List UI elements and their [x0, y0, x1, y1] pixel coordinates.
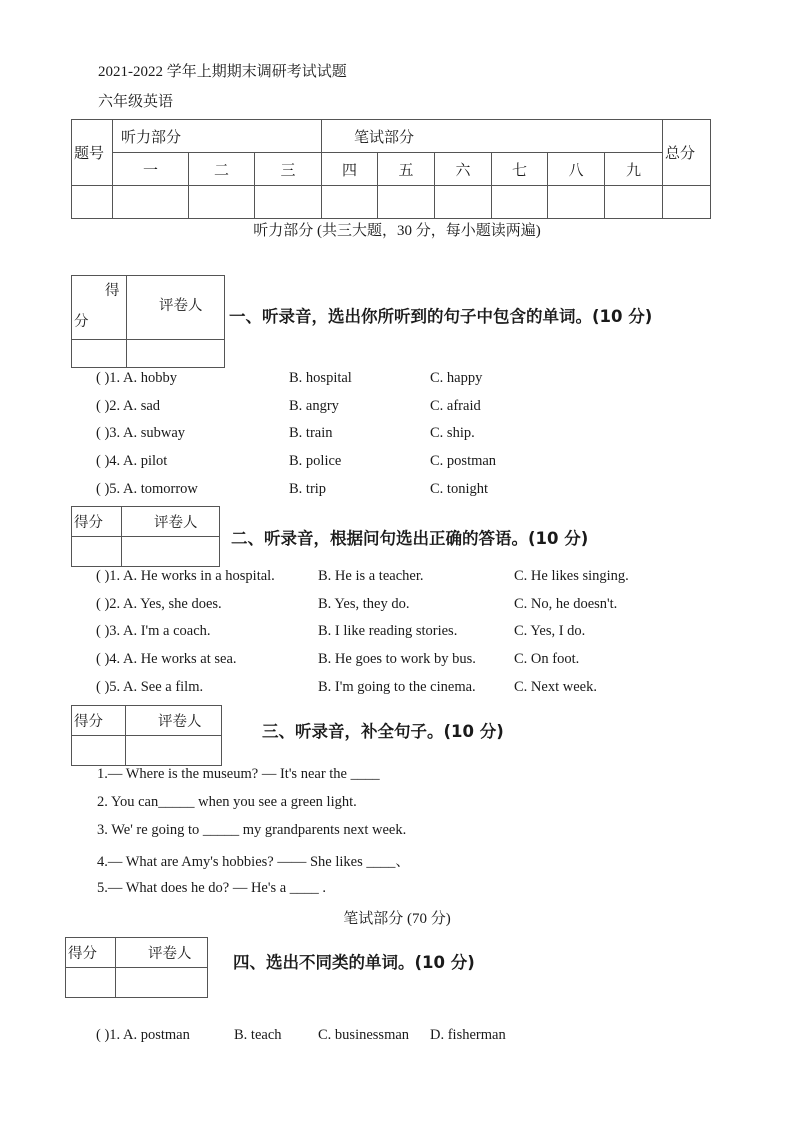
question-option-a[interactable]: ( )2. A. sad — [96, 398, 161, 414]
exam-title: 2021-2022 学年上期期末调研考试试题 — [98, 64, 347, 80]
section-number: 三 — [255, 153, 322, 186]
question-option-a[interactable]: ( )1. A. hobby — [96, 370, 177, 386]
score-cell[interactable] — [189, 186, 255, 219]
score-cell[interactable] — [605, 186, 663, 219]
written-label: 笔试部分 — [322, 120, 663, 153]
grader-box — [71, 705, 222, 766]
section2-heading: 二、听录音，根据问句选出正确的答语。(10 分) — [231, 529, 589, 548]
section4-heading: 四、选出不同类的单词。(10 分) — [233, 953, 475, 972]
question-option-a[interactable]: ( )3. A. I'm a coach. — [96, 623, 211, 639]
written-section-header: 笔试部分 (70 分) — [343, 911, 451, 927]
exam-subtitle: 六年级英语 — [98, 94, 174, 110]
section-number: 九 — [605, 153, 663, 186]
question-option-b[interactable]: B. He is a teacher. — [318, 568, 424, 584]
question-option-d[interactable]: D. fisherman — [430, 1027, 506, 1043]
score-cell[interactable] — [663, 186, 711, 219]
question-option-a[interactable]: ( )1. A. postman — [96, 1027, 190, 1043]
tihao-label: 题号 — [72, 120, 113, 186]
score-cell[interactable] — [322, 186, 378, 219]
grader-box — [71, 506, 220, 567]
score-label-bottom: 分 — [74, 314, 89, 330]
fill-in-sentence[interactable]: 5.— What does he do? — He's a ____ . — [97, 880, 327, 896]
question-option-c[interactable]: C. He likes singing. — [514, 568, 629, 584]
question-option-a[interactable]: ( )1. A. He works in a hospital. — [96, 568, 275, 584]
section-number: 七 — [492, 153, 548, 186]
grader-input-cell[interactable] — [126, 736, 222, 766]
listening-section-header: 听力部分 (共三大题，30 分，每小题读两遍) — [253, 223, 541, 239]
listening-label: 听力部分 — [113, 120, 322, 153]
section-number: 八 — [548, 153, 605, 186]
question-option-b[interactable]: B. Yes, they do. — [318, 596, 410, 612]
grader-input-cell[interactable] — [127, 340, 225, 368]
score-cell[interactable] — [72, 186, 113, 219]
fill-in-sentence[interactable]: 2. You can_____ when you see a green light. — [97, 794, 357, 810]
question-option-c[interactable]: C. ship. — [430, 425, 475, 441]
section-number: 六 — [435, 153, 492, 186]
question-option-a[interactable]: ( )5. A. tomorrow — [96, 481, 198, 497]
question-option-b[interactable]: B. trip — [289, 481, 327, 497]
question-option-b[interactable]: B. angry — [289, 398, 339, 414]
fill-in-sentence[interactable]: 1.— Where is the museum? — It's near the ____ — [97, 766, 380, 782]
question-option-c[interactable]: C. Next week. — [514, 679, 597, 695]
score-label: 得分 — [66, 938, 116, 968]
question-option-c[interactable]: C. On foot. — [514, 651, 580, 667]
score-cell[interactable] — [113, 186, 189, 219]
question-option-b[interactable]: B. train — [289, 425, 333, 441]
score-input-cell[interactable] — [66, 968, 116, 998]
score-cell[interactable] — [548, 186, 605, 219]
grader-input-cell[interactable] — [116, 968, 208, 998]
section-number: 四 — [322, 153, 378, 186]
question-option-a[interactable]: ( )4. A. He works at sea. — [96, 651, 237, 667]
question-option-a[interactable]: ( )3. A. subway — [96, 425, 186, 441]
score-cell[interactable] — [435, 186, 492, 219]
score-table — [71, 119, 711, 219]
question-option-b[interactable]: B. hospital — [289, 370, 352, 386]
question-option-a[interactable]: ( )2. A. Yes, she does. — [96, 596, 222, 612]
question-option-c[interactable]: C. Yes, I do. — [514, 623, 586, 639]
grader-label: 评卷人 — [126, 706, 222, 736]
grader-label: 评卷人 — [122, 507, 220, 537]
question-option-c[interactable]: C. tonight — [430, 481, 489, 497]
score-label-top: 得 — [105, 283, 120, 299]
question-option-b[interactable]: B. teach — [234, 1027, 282, 1043]
question-option-b[interactable]: B. I like reading stories. — [318, 623, 458, 639]
question-option-b[interactable]: B. He goes to work by bus. — [318, 651, 476, 667]
grader-box — [71, 275, 225, 368]
question-option-c[interactable]: C. businessman — [318, 1027, 410, 1043]
question-option-b[interactable]: B. police — [289, 453, 342, 469]
section-number: 一 — [113, 153, 189, 186]
question-option-c[interactable]: C. afraid — [430, 398, 481, 414]
question-option-c[interactable]: C. happy — [430, 370, 483, 386]
question-option-b[interactable]: B. I'm going to the cinema. — [318, 679, 476, 695]
question-option-c[interactable]: C. No, he doesn't. — [514, 596, 618, 612]
score-input-cell[interactable] — [72, 537, 122, 567]
score-cell[interactable] — [255, 186, 322, 219]
score-label: 得分 — [72, 706, 126, 736]
grader-input-cell[interactable] — [122, 537, 220, 567]
section3-heading: 三、听录音，补全句子。(10 分) — [262, 722, 504, 741]
score-label: 得分 — [72, 507, 122, 537]
score-input-cell[interactable] — [72, 736, 126, 766]
fill-in-sentence[interactable]: 4.— What are Amy's hobbies? —— She likes ____、 — [97, 854, 410, 870]
section-number: 二 — [189, 153, 255, 186]
question-option-a[interactable]: ( )5. A. See a film. — [96, 679, 204, 695]
section1-heading: 一、听录音，选出你所听到的句子中包含的单词。(10 分) — [229, 307, 653, 326]
question-option-c[interactable]: C. postman — [430, 453, 497, 469]
grader-label: 评卷人 — [127, 276, 225, 340]
section-number: 五 — [378, 153, 435, 186]
grader-label: 评卷人 — [116, 938, 208, 968]
question-option-a[interactable]: ( )4. A. pilot — [96, 453, 168, 469]
score-cell[interactable] — [492, 186, 548, 219]
score-cell[interactable] — [378, 186, 435, 219]
grader-box — [65, 937, 208, 998]
fill-in-sentence[interactable]: 3. We' re going to _____ my grandparents next week. — [97, 822, 407, 838]
total-label: 总分 — [663, 120, 711, 186]
score-input-cell[interactable] — [72, 340, 127, 368]
score-label-cell — [72, 276, 127, 340]
